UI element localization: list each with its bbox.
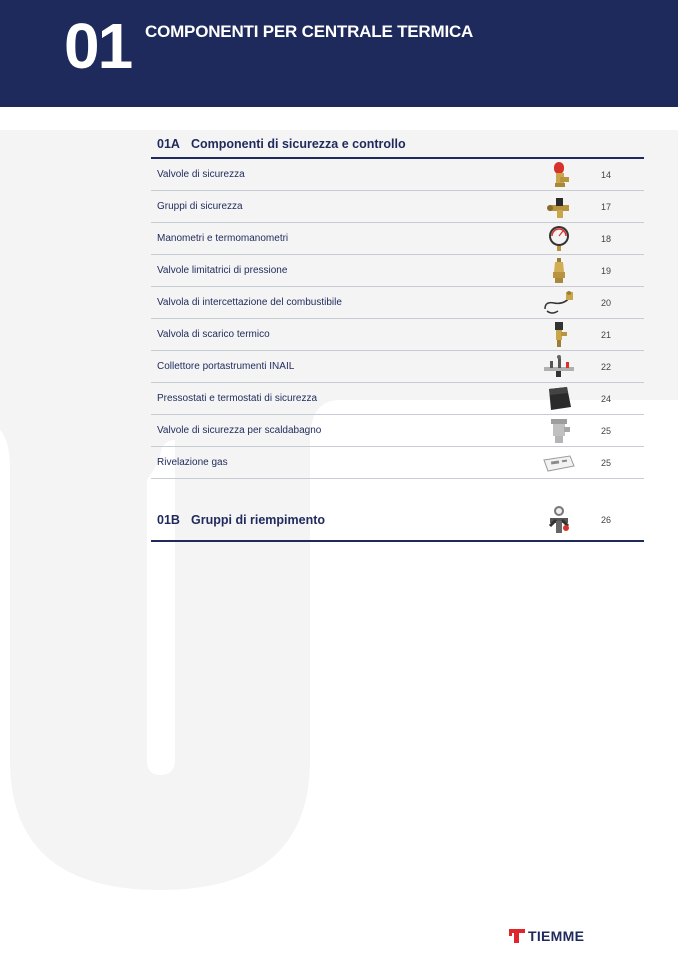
toc-item-pressure-limiting-valves[interactable] (151, 255, 644, 287)
toc-item-instrument-manifold[interactable] (151, 351, 644, 383)
toc-item-safety-groups[interactable] (151, 191, 644, 223)
toc-item-gauges[interactable] (151, 223, 644, 255)
toc-item-label: Gruppi di sicurezza (157, 201, 243, 212)
toc-item-page: 18 (601, 233, 612, 244)
toc-item-gas-detection[interactable] (151, 447, 644, 479)
section-page: 26 (601, 515, 612, 525)
toc-item-safety-valves[interactable] (151, 159, 644, 191)
toc-item-label: Valvola di intercettazione del combustibile (157, 297, 342, 308)
section-01b-heading[interactable] (151, 500, 644, 540)
toc-item-water-heater-valves[interactable] (151, 415, 644, 447)
pressure-gauge-icon (542, 225, 576, 252)
section-01a (151, 131, 644, 479)
section-title: Componenti di sicurezza e controllo (191, 137, 406, 151)
toc-item-label: Pressostati e termostati di sicurezza (157, 393, 318, 404)
section-01b (151, 500, 644, 542)
chapter-header (0, 0, 678, 107)
safety-group-icon (542, 193, 576, 220)
water-heater-valve-icon (542, 417, 576, 444)
toc-item-label: Collettore portastrumenti INAIL (157, 361, 295, 372)
pressure-switch-icon (542, 385, 576, 412)
toc-item-label: Valvole di sicurezza per scaldabagno (157, 425, 322, 436)
pressure-limiting-valve-icon (542, 257, 576, 284)
tiemme-logo-mark-icon (509, 929, 525, 943)
gas-detector-icon (542, 449, 576, 476)
chapter-title: COMPONENTI PER CENTRALE TERMICA (145, 22, 474, 41)
tiemme-logo (509, 928, 584, 944)
toc-item-page: 25 (601, 457, 612, 468)
toc-item-page: 19 (601, 265, 612, 276)
fuel-shutoff-valve-icon (542, 289, 576, 316)
thermal-discharge-valve-icon (542, 321, 576, 348)
toc-item-page: 25 (601, 425, 612, 436)
instrument-manifold-icon (542, 353, 576, 380)
toc-item-page: 14 (601, 169, 612, 180)
chapter-number: 01 (64, 10, 132, 82)
toc-item-page: 24 (601, 393, 612, 404)
toc-item-label: Valvole di sicurezza (157, 169, 245, 180)
section-title: Gruppi di riempimento (191, 513, 326, 527)
toc-item-fuel-shutoff-valve[interactable] (151, 287, 644, 319)
section-01a-heading[interactable] (151, 131, 644, 157)
toc-item-label: Rivelazione gas (157, 457, 228, 468)
toc-item-page: 20 (601, 297, 612, 308)
toc-item-label: Manometri e termomanometri (157, 233, 289, 244)
toc-item-label: Valvole limitatrici di pressione (157, 265, 288, 276)
toc-item-label: Valvola di scarico termico (157, 329, 270, 340)
toc-item-page: 17 (601, 201, 612, 212)
brand-name: TIEMME (528, 928, 585, 944)
toc-item-thermal-discharge-valve[interactable] (151, 319, 644, 351)
section-code: 01B (157, 513, 180, 527)
section-code: 01A (157, 137, 180, 151)
toc-item-page: 21 (601, 329, 612, 340)
safety-valve-icon (542, 161, 576, 188)
toc-item-pressure-switches[interactable] (151, 383, 644, 415)
toc-item-page: 22 (601, 361, 612, 372)
filling-group-icon (546, 504, 572, 541)
